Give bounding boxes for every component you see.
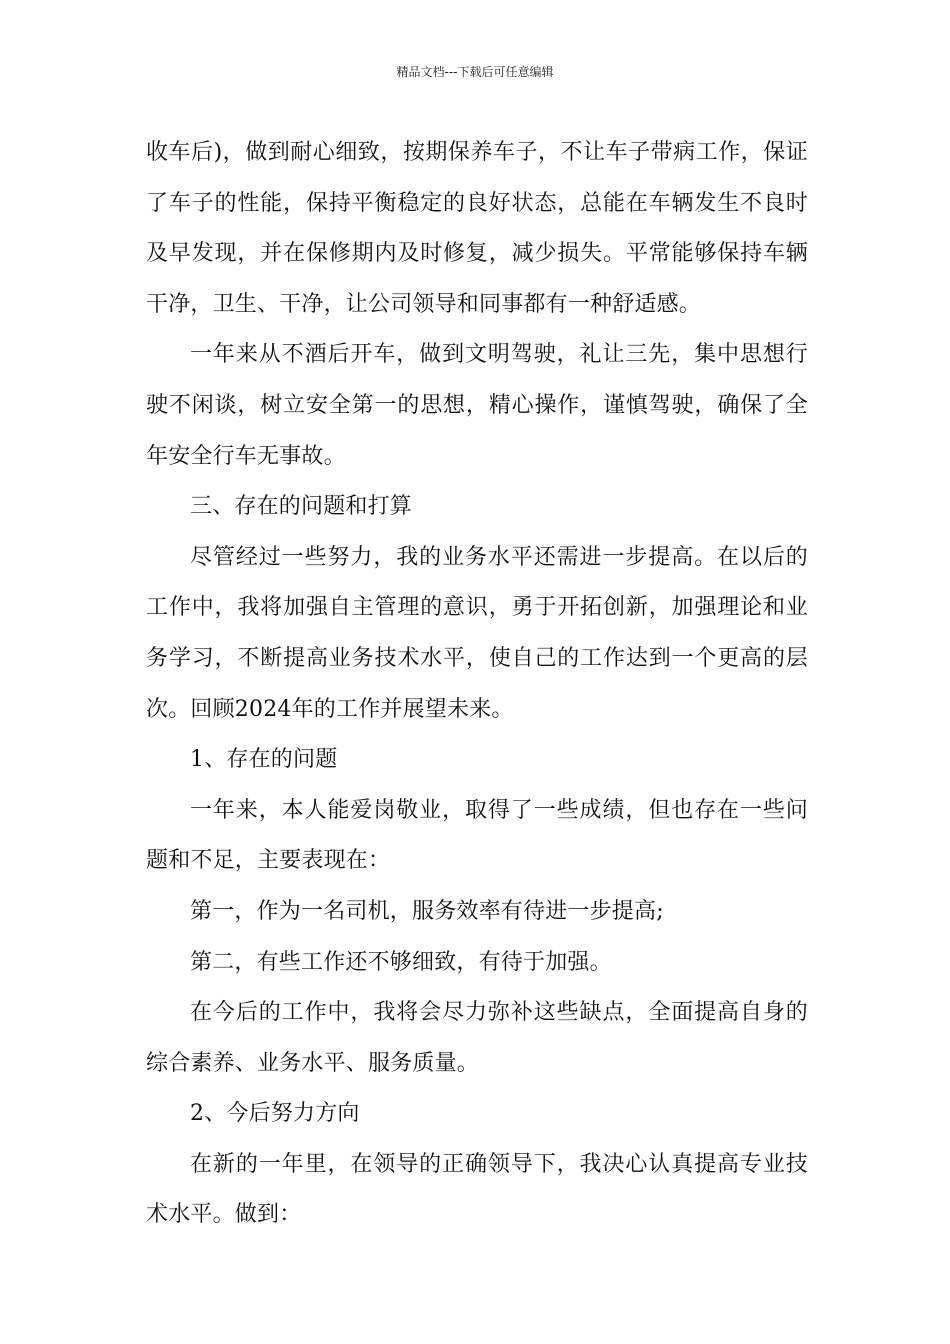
paragraph-new-year: 在新的一年里，在领导的正确领导下，我决心认真提高专业技术水平。做到： (146, 1151, 808, 1228)
paragraph-safe-driving: 一年来从不酒后开车，做到文明驾驶，礼让三先，集中思想行驶不闲谈，树立安全第一的思想，精心操作，谨慎驾驶，确保了全年安全行车无事故。 (146, 342, 808, 469)
section-heading-problems-plans: 三、存在的问题和打算 (190, 494, 413, 520)
list-item-first: 第一，作为一名司机，服务效率有待进一步提高; (190, 898, 664, 924)
paragraph-improvement: 尽管经过一些努力，我的业务水平还需进一步提高。在以后的工作中，我将加强自主管理的意识，勇于开拓创新，加强理论和业务学习，不断提高业务技术水平，使自己的工作达到一个更高的层次。回顾2024年的工作并展望未来。 (146, 544, 808, 722)
subheading-future-direction: 2、今后努力方向 (190, 1101, 360, 1127)
document-body (146, 128, 808, 1241)
subheading-existing-problems: 1、存在的问题 (190, 747, 338, 773)
page-header: 精品文档---下载后可任意编辑 (396, 65, 554, 79)
list-item-second: 第二，有些工作还不够细致，有待于加强。 (190, 949, 612, 975)
paragraph-maintenance: 收车后)，做到耐心细致，按期保养车子，不让车子带病工作，保证了车子的性能，保持平衡稳定的良好状态，总能在车辆发生不良时及早发现，并在保修期内及时修复，减少损失。平常能够保持车辆干净，卫生、干净，让公司领导和同事都有一种舒适感。 (146, 140, 808, 317)
paragraph-future-work: 在今后的工作中，我将会尽力弥补这些缺点，全面提高自身的综合素养、业务水平、服务质量。 (146, 1000, 808, 1076)
paragraph-shortcomings: 一年来，本人能爱岗敬业，取得了一些成绩，但也存在一些问题和不足，主要表现在： (146, 797, 808, 874)
